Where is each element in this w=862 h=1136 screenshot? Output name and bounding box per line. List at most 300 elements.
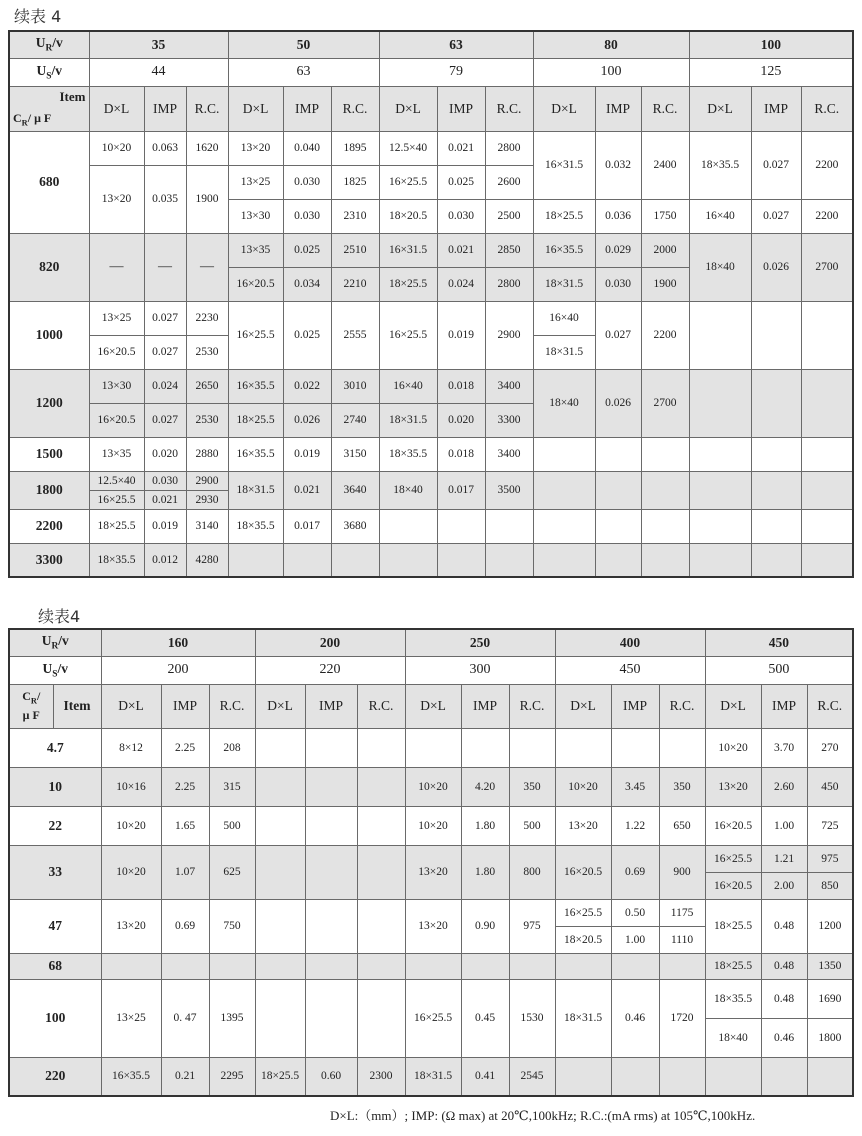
cell: 13×30: [228, 199, 283, 233]
ur-63: 63: [379, 31, 533, 58]
cell: 0.063: [144, 131, 186, 165]
cell: 1350: [807, 953, 853, 979]
cell: 8×12: [101, 728, 161, 767]
col-rc: R.C.: [641, 86, 689, 131]
cell: [751, 369, 801, 437]
cell: 13×25: [89, 301, 144, 335]
cell: 16×20.5: [89, 335, 144, 369]
cell: [305, 953, 357, 979]
cell: 0.030: [595, 267, 641, 301]
cell: 1620: [186, 131, 228, 165]
cell: 725: [807, 806, 853, 845]
us-200: 200: [101, 656, 255, 684]
row-label-220: 220: [9, 1057, 101, 1096]
cell: [641, 471, 689, 509]
cell: 3400: [485, 369, 533, 403]
cell: 1.22: [611, 806, 659, 845]
cell: 13×35: [228, 233, 283, 267]
cell: 10×20: [89, 131, 144, 165]
cell: [405, 728, 461, 767]
cell: 0.69: [161, 899, 209, 953]
cell: 0.018: [437, 437, 485, 471]
cell: [659, 1057, 705, 1096]
cell: [801, 543, 853, 577]
ur-100: 100: [689, 31, 853, 58]
cell: 0.027: [595, 301, 641, 369]
row-label-820: 820: [9, 233, 89, 301]
cell: 750: [209, 899, 255, 953]
cell: 2555: [331, 301, 379, 369]
cell: 0.021: [144, 490, 186, 509]
cell: 0.030: [437, 199, 485, 233]
ur-label: $U_R/v$: [9, 31, 89, 58]
col-dl: D×L: [533, 86, 595, 131]
cell: 18×35.5: [228, 509, 283, 543]
cell: 0.024: [437, 267, 485, 301]
cell: 2880: [186, 437, 228, 471]
cell: 0.026: [595, 369, 641, 437]
cell: 0.017: [437, 471, 485, 509]
cell: 500: [209, 806, 255, 845]
cell: 18×35.5: [89, 543, 144, 577]
cell: 1.80: [461, 806, 509, 845]
col-dl: D×L: [228, 86, 283, 131]
cell: [461, 728, 509, 767]
cell: 10×20: [555, 767, 611, 806]
row-label-22: 22: [9, 806, 101, 845]
cell: 0.48: [761, 953, 807, 979]
cell: 13×25: [228, 165, 283, 199]
cell: 18×25.5: [255, 1057, 305, 1096]
cell: [357, 979, 405, 1057]
cell: 1395: [209, 979, 255, 1057]
col-dl: D×L: [379, 86, 437, 131]
cell: 900: [659, 845, 705, 899]
cell: [801, 369, 853, 437]
cell: 13×20: [228, 131, 283, 165]
cell: 1530: [509, 979, 555, 1057]
cell: 2300: [357, 1057, 405, 1096]
cell: 3400: [485, 437, 533, 471]
cell: 3680: [331, 509, 379, 543]
cell: 0.41: [461, 1057, 509, 1096]
table2-caption: 续表4: [38, 607, 81, 626]
cell: 0.032: [595, 131, 641, 199]
cell: [533, 471, 595, 509]
cell: 18×31.5: [405, 1057, 461, 1096]
ur-35: 35: [89, 31, 228, 58]
cell: 2850: [485, 233, 533, 267]
cell: [533, 437, 595, 471]
cell: [533, 509, 595, 543]
col-rc: R.C.: [807, 684, 853, 728]
cell: 500: [509, 806, 555, 845]
cell: 3140: [186, 509, 228, 543]
cell: [807, 1057, 853, 1096]
cell: 10×20: [705, 728, 761, 767]
cell: [305, 979, 357, 1057]
cell: 13×30: [89, 369, 144, 403]
cell: 2600: [485, 165, 533, 199]
cell: 2800: [485, 267, 533, 301]
row-label-4.7: 4.7: [9, 728, 101, 767]
item-header: Item $C_R/$ μ F: [9, 86, 89, 131]
cell: 18×35.5: [705, 979, 761, 1018]
item-header: Item: [53, 684, 101, 728]
cell: [283, 543, 331, 577]
cell: [255, 899, 305, 953]
cell: 2800: [485, 131, 533, 165]
cell: 16×25.5: [555, 899, 611, 926]
cell: 0.027: [751, 131, 801, 199]
row-label-47: 47: [9, 899, 101, 953]
cell: [437, 543, 485, 577]
cell: [357, 728, 405, 767]
cell: 350: [659, 767, 705, 806]
cell: —: [144, 233, 186, 301]
cell: 0.48: [761, 899, 807, 953]
col-imp: IMP: [611, 684, 659, 728]
cell: 1.80: [461, 845, 509, 899]
cell: 18×40: [533, 369, 595, 437]
cell: 18×25.5: [705, 953, 761, 979]
cell: 18×31.5: [379, 403, 437, 437]
cell: [485, 509, 533, 543]
cell: 10×20: [101, 806, 161, 845]
us-300: 300: [405, 656, 555, 684]
cell: 0.026: [283, 403, 331, 437]
cell: [331, 543, 379, 577]
cell: 10×20: [405, 806, 461, 845]
cell: 16×40: [533, 301, 595, 335]
ur-250: 250: [405, 629, 555, 656]
cell: 0.60: [305, 1057, 357, 1096]
cell: 3500: [485, 471, 533, 509]
cell: 1.00: [611, 926, 659, 953]
cell: [255, 806, 305, 845]
cell: 0.024: [144, 369, 186, 403]
cell: [751, 471, 801, 509]
cell: 0.020: [437, 403, 485, 437]
cell: 0.026: [751, 233, 801, 301]
cell: 270: [807, 728, 853, 767]
cell: [689, 509, 751, 543]
us-label: $U_S/v$: [9, 656, 101, 684]
cell: [255, 767, 305, 806]
col-dl: D×L: [89, 86, 144, 131]
cell: [357, 845, 405, 899]
cell: 2545: [509, 1057, 555, 1096]
cell: [255, 728, 305, 767]
cell: 1720: [659, 979, 705, 1057]
cell: [751, 437, 801, 471]
col-dl: D×L: [705, 684, 761, 728]
cell: 2.25: [161, 728, 209, 767]
col-imp: IMP: [283, 86, 331, 131]
cell: [689, 471, 751, 509]
us-63: 63: [228, 58, 379, 86]
cell: [305, 899, 357, 953]
cell: 2400: [641, 131, 689, 199]
cell: 450: [807, 767, 853, 806]
cell: 2700: [801, 233, 853, 301]
cell: 1900: [186, 165, 228, 233]
col-imp: IMP: [461, 684, 509, 728]
cell: [533, 543, 595, 577]
us-label: $U_S/v$: [9, 58, 89, 86]
cell: 16×35.5: [533, 233, 595, 267]
cell: [689, 369, 751, 437]
row-label-1200: 1200: [9, 369, 89, 437]
row-label-1000: 1000: [9, 301, 89, 369]
row-label-1500: 1500: [9, 437, 89, 471]
cell: 0.50: [611, 899, 659, 926]
cell: [305, 767, 357, 806]
cell: [611, 953, 659, 979]
cell: 975: [509, 899, 555, 953]
col-rc: R.C.: [209, 684, 255, 728]
cell: 625: [209, 845, 255, 899]
cell: [101, 953, 161, 979]
cell: 10×20: [405, 767, 461, 806]
cell: [595, 437, 641, 471]
cell: 2295: [209, 1057, 255, 1096]
cell: 18×20.5: [555, 926, 611, 953]
cell: [689, 437, 751, 471]
cell: 1110: [659, 926, 705, 953]
cell: 13×20: [405, 845, 461, 899]
cell: 850: [807, 872, 853, 899]
col-rc: R.C.: [659, 684, 705, 728]
cell: 18×40: [705, 1018, 761, 1057]
cell: 0.46: [761, 1018, 807, 1057]
cell: [357, 767, 405, 806]
cell: 1690: [807, 979, 853, 1018]
cell: 1900: [641, 267, 689, 301]
cell: 0.012: [144, 543, 186, 577]
us-79: 79: [379, 58, 533, 86]
cell: [255, 979, 305, 1057]
row-label-68: 68: [9, 953, 101, 979]
us-100: 100: [533, 58, 689, 86]
cell: 0.021: [283, 471, 331, 509]
cell: [595, 543, 641, 577]
cell: 650: [659, 806, 705, 845]
cell: 1895: [331, 131, 379, 165]
cell: 16×35.5: [228, 369, 283, 403]
cell: [305, 806, 357, 845]
cell: [751, 509, 801, 543]
cell: 13×25: [101, 979, 161, 1057]
col-dl: D×L: [255, 684, 305, 728]
col-imp: IMP: [595, 86, 641, 131]
footnote: D×L:（mm）; IMP: (Ω max) at 20℃,100kHz; R.C.:(mA rms) at 105℃,100kHz.: [330, 1108, 756, 1123]
cell: 0.020: [144, 437, 186, 471]
cell: [659, 728, 705, 767]
cell: [485, 543, 533, 577]
cell: 18×40: [379, 471, 437, 509]
cell: 0.019: [437, 301, 485, 369]
cell: [357, 806, 405, 845]
cell: 0.040: [283, 131, 331, 165]
cell: 0.029: [595, 233, 641, 267]
cell: 0.030: [144, 471, 186, 490]
cell: [305, 728, 357, 767]
cell: [595, 509, 641, 543]
cell: 1.00: [761, 806, 807, 845]
cell: 4280: [186, 543, 228, 577]
cell: 2200: [641, 301, 689, 369]
cell: [641, 437, 689, 471]
cell: 13×20: [405, 899, 461, 953]
cell: 2210: [331, 267, 379, 301]
cell: 0.45: [461, 979, 509, 1057]
cell: 18×25.5: [533, 199, 595, 233]
col-rc: R.C.: [357, 684, 405, 728]
cell: [357, 899, 405, 953]
cell: 2200: [801, 131, 853, 199]
cell: 2200: [801, 199, 853, 233]
row-label-680: 680: [9, 131, 89, 233]
cell: 18×35.5: [379, 437, 437, 471]
cell: 16×25.5: [705, 845, 761, 872]
ur-50: 50: [228, 31, 379, 58]
row-label-10: 10: [9, 767, 101, 806]
table1-caption: 续表 4: [14, 7, 62, 26]
cell: 0.69: [611, 845, 659, 899]
cell: 16×25.5: [89, 490, 144, 509]
ur-160: 160: [101, 629, 255, 656]
cell: 315: [209, 767, 255, 806]
cell: 1825: [331, 165, 379, 199]
cell: [641, 509, 689, 543]
col-imp: IMP: [437, 86, 485, 131]
cell: 2650: [186, 369, 228, 403]
cell: 2510: [331, 233, 379, 267]
cell: [801, 301, 853, 369]
us-125: 125: [689, 58, 853, 86]
col-dl: D×L: [689, 86, 751, 131]
cell: 0.025: [437, 165, 485, 199]
cell: 18×35.5: [689, 131, 751, 199]
cell: 18×31.5: [533, 267, 595, 301]
cell: 0.036: [595, 199, 641, 233]
col-rc: R.C.: [801, 86, 853, 131]
col-rc: R.C.: [485, 86, 533, 131]
cell: [255, 953, 305, 979]
us-500: 500: [705, 656, 853, 684]
cell: 10×16: [101, 767, 161, 806]
cell: 0.018: [437, 369, 485, 403]
cell: [461, 953, 509, 979]
cell: 1.21: [761, 845, 807, 872]
cell: 16×20.5: [555, 845, 611, 899]
cell: 2000: [641, 233, 689, 267]
cell: 0.90: [461, 899, 509, 953]
cell: [305, 845, 357, 899]
cell: 0.21: [161, 1057, 209, 1096]
cell: 1800: [807, 1018, 853, 1057]
col-rc: R.C.: [509, 684, 555, 728]
ur-200: 200: [255, 629, 405, 656]
cell: 2.60: [761, 767, 807, 806]
cell: 1200: [807, 899, 853, 953]
cell: [379, 543, 437, 577]
ur-label: $U_R/v$: [9, 629, 101, 656]
cell: 1750: [641, 199, 689, 233]
row-label-33: 33: [9, 845, 101, 899]
row-label-2200: 2200: [9, 509, 89, 543]
cell: 800: [509, 845, 555, 899]
col-imp: IMP: [161, 684, 209, 728]
cell: [555, 1057, 611, 1096]
col-dl: D×L: [101, 684, 161, 728]
cell: 12.5×40: [89, 471, 144, 490]
cell: [761, 1057, 807, 1096]
cell: 13×20: [101, 899, 161, 953]
cell: 2.00: [761, 872, 807, 899]
cell: 0.022: [283, 369, 331, 403]
row-label-3300: 3300: [9, 543, 89, 577]
cell: 16×35.5: [228, 437, 283, 471]
cell: 350: [509, 767, 555, 806]
cell: 16×25.5: [379, 165, 437, 199]
row-label-100: 100: [9, 979, 101, 1057]
cell: 2530: [186, 335, 228, 369]
cell: 208: [209, 728, 255, 767]
cell: [611, 1057, 659, 1096]
cell: 16×40: [689, 199, 751, 233]
ur-450: 450: [705, 629, 853, 656]
cell: [555, 953, 611, 979]
cell: 16×25.5: [379, 301, 437, 369]
cell: 16×20.5: [228, 267, 283, 301]
cell: 1175: [659, 899, 705, 926]
cell: [689, 301, 751, 369]
cell: 16×20.5: [89, 403, 144, 437]
cell: 0.027: [144, 335, 186, 369]
cell: [209, 953, 255, 979]
us-220: 220: [255, 656, 405, 684]
cell: 2.25: [161, 767, 209, 806]
cell: 0.027: [751, 199, 801, 233]
cell: 18×31.5: [228, 471, 283, 509]
cell: 18×25.5: [705, 899, 761, 953]
cell: 2230: [186, 301, 228, 335]
cell: 13×20: [705, 767, 761, 806]
cell: 0.034: [283, 267, 331, 301]
cell: 1.65: [161, 806, 209, 845]
cell: 4.20: [461, 767, 509, 806]
cell: [689, 543, 751, 577]
cell: 0.030: [283, 199, 331, 233]
cell: 0.46: [611, 979, 659, 1057]
us-450: 450: [555, 656, 705, 684]
cell: [641, 543, 689, 577]
col-rc: R.C.: [186, 86, 228, 131]
ur-400: 400: [555, 629, 705, 656]
cell: [228, 543, 283, 577]
col-dl: D×L: [405, 684, 461, 728]
cell: 18×25.5: [228, 403, 283, 437]
cell: [659, 953, 705, 979]
cell: 0.027: [144, 403, 186, 437]
cell: 0.019: [283, 437, 331, 471]
cell: 0.017: [283, 509, 331, 543]
cell: 3010: [331, 369, 379, 403]
cell: 1.07: [161, 845, 209, 899]
table2: [8, 628, 854, 1097]
